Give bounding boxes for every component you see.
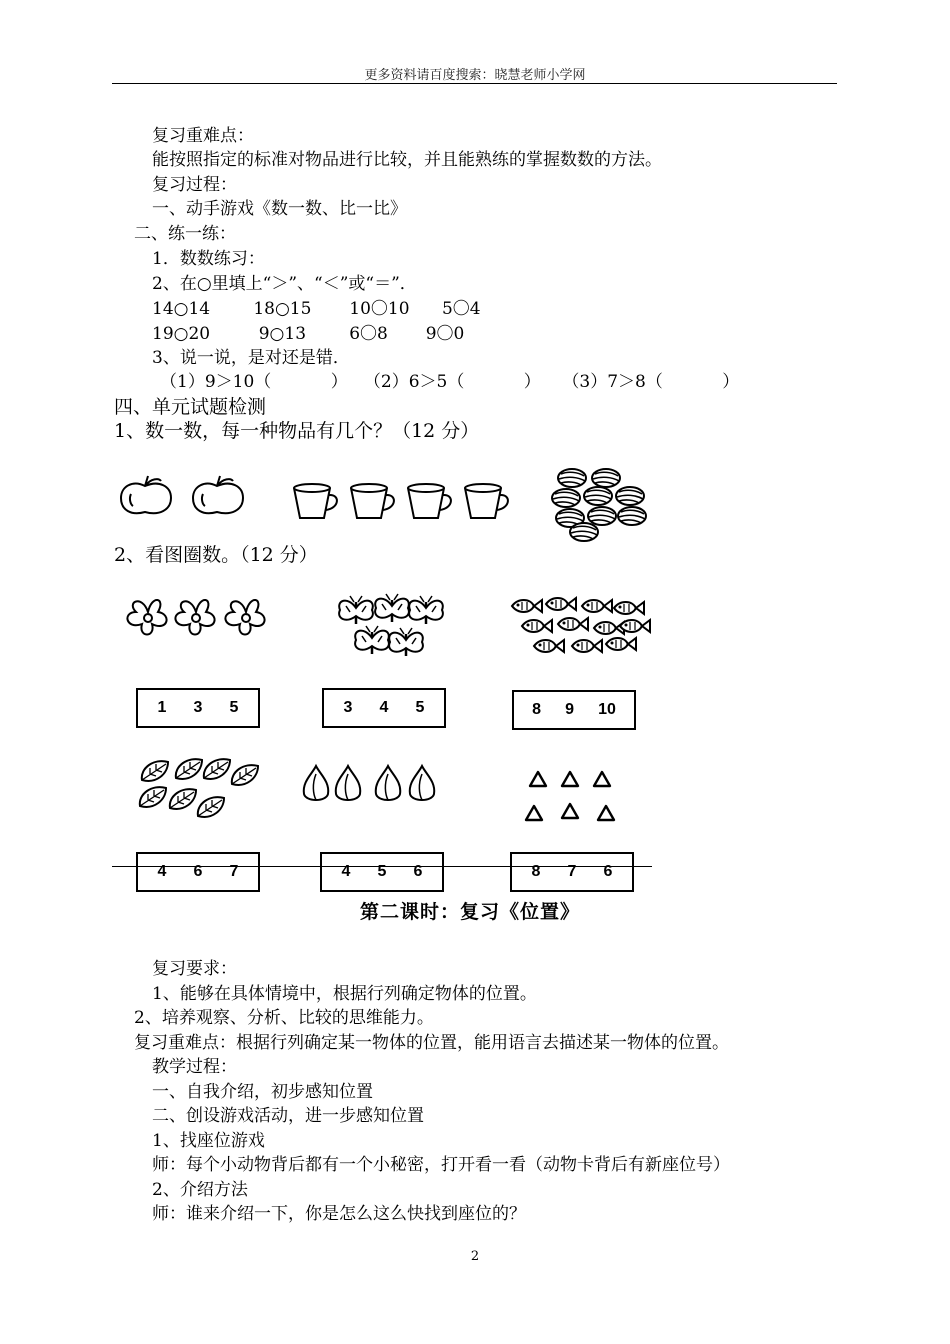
balls-illustration xyxy=(552,466,650,542)
review-difficulty-label: 复习重难点： xyxy=(152,126,254,146)
number-option[interactable]: 8 xyxy=(531,863,541,880)
flower-3 xyxy=(225,600,264,635)
flowers-illustration xyxy=(124,592,274,642)
requirement-2: 2、培养观察、分析、比较的思维能力。 xyxy=(134,1008,434,1028)
cups-illustration xyxy=(290,482,510,524)
number-option[interactable]: 7 xyxy=(229,863,239,880)
exercise-2: 2、在○里填上“＞”、“＜”或“＝”． xyxy=(152,274,417,294)
number-option[interactable]: 3 xyxy=(343,699,353,716)
number-option[interactable]: 5 xyxy=(229,699,239,716)
number-option[interactable]: 6 xyxy=(413,863,423,880)
question-2: 2、看图圈数。（12 分） xyxy=(114,544,318,566)
triangle xyxy=(598,806,614,820)
step-one: 一、动手游戏《数一数、比一比》 xyxy=(152,199,407,219)
gourds-illustration xyxy=(300,764,440,806)
page-number: 2 xyxy=(470,1249,480,1264)
number-option[interactable]: 7 xyxy=(567,863,577,880)
cup-2 xyxy=(351,484,394,518)
review-difficulty-2: 复习重难点：根据行列确定某一物体的位置，能用语言去描述某一物体的位置。 xyxy=(134,1033,729,1053)
teacher-line-2: 师：谁来介绍一下，你是怎么这么快找到座位的？ xyxy=(152,1204,526,1224)
review-process-label: 复习过程： xyxy=(152,175,237,195)
triangle xyxy=(530,772,546,786)
triangle xyxy=(562,772,578,786)
number-box-fish xyxy=(512,690,636,730)
number-option[interactable]: 9 xyxy=(565,701,574,718)
unit-test-title: 四、单元试题检测 xyxy=(114,396,267,418)
compare-row-2: 19○20 9○13 6〇8 9〇0 xyxy=(152,324,465,344)
exercise-3: 3、说一说，是对还是错． xyxy=(152,348,350,368)
number-option[interactable]: 1 xyxy=(157,699,167,716)
number-option[interactable]: 8 xyxy=(532,701,541,718)
review-difficulty-text: 能按照指定的标准对物品进行比较，并且能熟练的掌握数数的方法。 xyxy=(152,150,662,170)
lesson-title: 第二课时：复习《位置》 xyxy=(360,901,581,923)
triangle xyxy=(594,772,610,786)
number-option[interactable]: 4 xyxy=(157,863,167,880)
teaching-process-label: 教学过程： xyxy=(152,1057,237,1077)
page-header: 更多资料请百度搜索：晓慧老师小学网 xyxy=(364,68,586,83)
triangles-illustration xyxy=(520,768,620,828)
number-box-leaves xyxy=(136,852,260,892)
number-box-gourds xyxy=(320,852,444,892)
leaves-illustration xyxy=(132,756,262,832)
cup-3 xyxy=(408,484,451,518)
apples-illustration xyxy=(115,472,250,522)
butterflies-illustration xyxy=(336,596,446,666)
number-option[interactable]: 3 xyxy=(193,699,203,716)
number-option[interactable]: 4 xyxy=(379,699,389,716)
question-1: 1、数一数，每一种物品有几个？（12 分） xyxy=(114,420,480,442)
teacher-line-1: 师：每个小动物背后都有一个小秘密，打开看一看（动物卡背后有新座位号） xyxy=(152,1155,730,1175)
number-box-flowers xyxy=(136,688,260,728)
number-option[interactable]: 10 xyxy=(598,701,616,718)
number-option[interactable]: 4 xyxy=(341,863,351,880)
teaching-step-2: 二、创设游戏活动，进一步感知位置 xyxy=(152,1106,424,1126)
cup-1 xyxy=(294,484,337,518)
triangle xyxy=(562,804,578,818)
number-box-triangles xyxy=(510,852,634,892)
header-rule xyxy=(112,83,837,84)
number-option[interactable]: 6 xyxy=(603,863,613,880)
number-option[interactable]: 6 xyxy=(193,863,203,880)
teaching-step-1: 一、自我介绍，初步感知位置 xyxy=(152,1082,373,1102)
apple-1 xyxy=(121,484,171,514)
triangle xyxy=(526,806,542,820)
true-false-row: （1）9＞10（ ） （2）6＞5（ ） （3）7＞8（ ） xyxy=(160,372,740,392)
apple-2 xyxy=(193,484,243,514)
seat-game: 1、找座位游戏 xyxy=(152,1131,265,1151)
overlay-line xyxy=(112,866,652,867)
number-option[interactable]: 5 xyxy=(415,699,425,716)
method-intro: 2、介绍方法 xyxy=(152,1180,248,1200)
requirement-1: 1、能够在具体情境中，根据行列确定物体的位置。 xyxy=(152,984,537,1004)
flower-2 xyxy=(175,600,214,635)
number-box-butterflies xyxy=(322,688,446,728)
exercise-1: 1．数数练习： xyxy=(152,249,265,269)
fish-illustration xyxy=(506,596,646,658)
number-option[interactable]: 5 xyxy=(377,863,387,880)
cup-4 xyxy=(465,484,508,518)
step-two: 二、练一练： xyxy=(134,224,236,244)
requirements-label: 复习要求： xyxy=(152,959,237,979)
flower-1 xyxy=(127,600,166,635)
compare-row-1: 14○14 18○15 10〇10 5〇4 xyxy=(152,299,481,319)
